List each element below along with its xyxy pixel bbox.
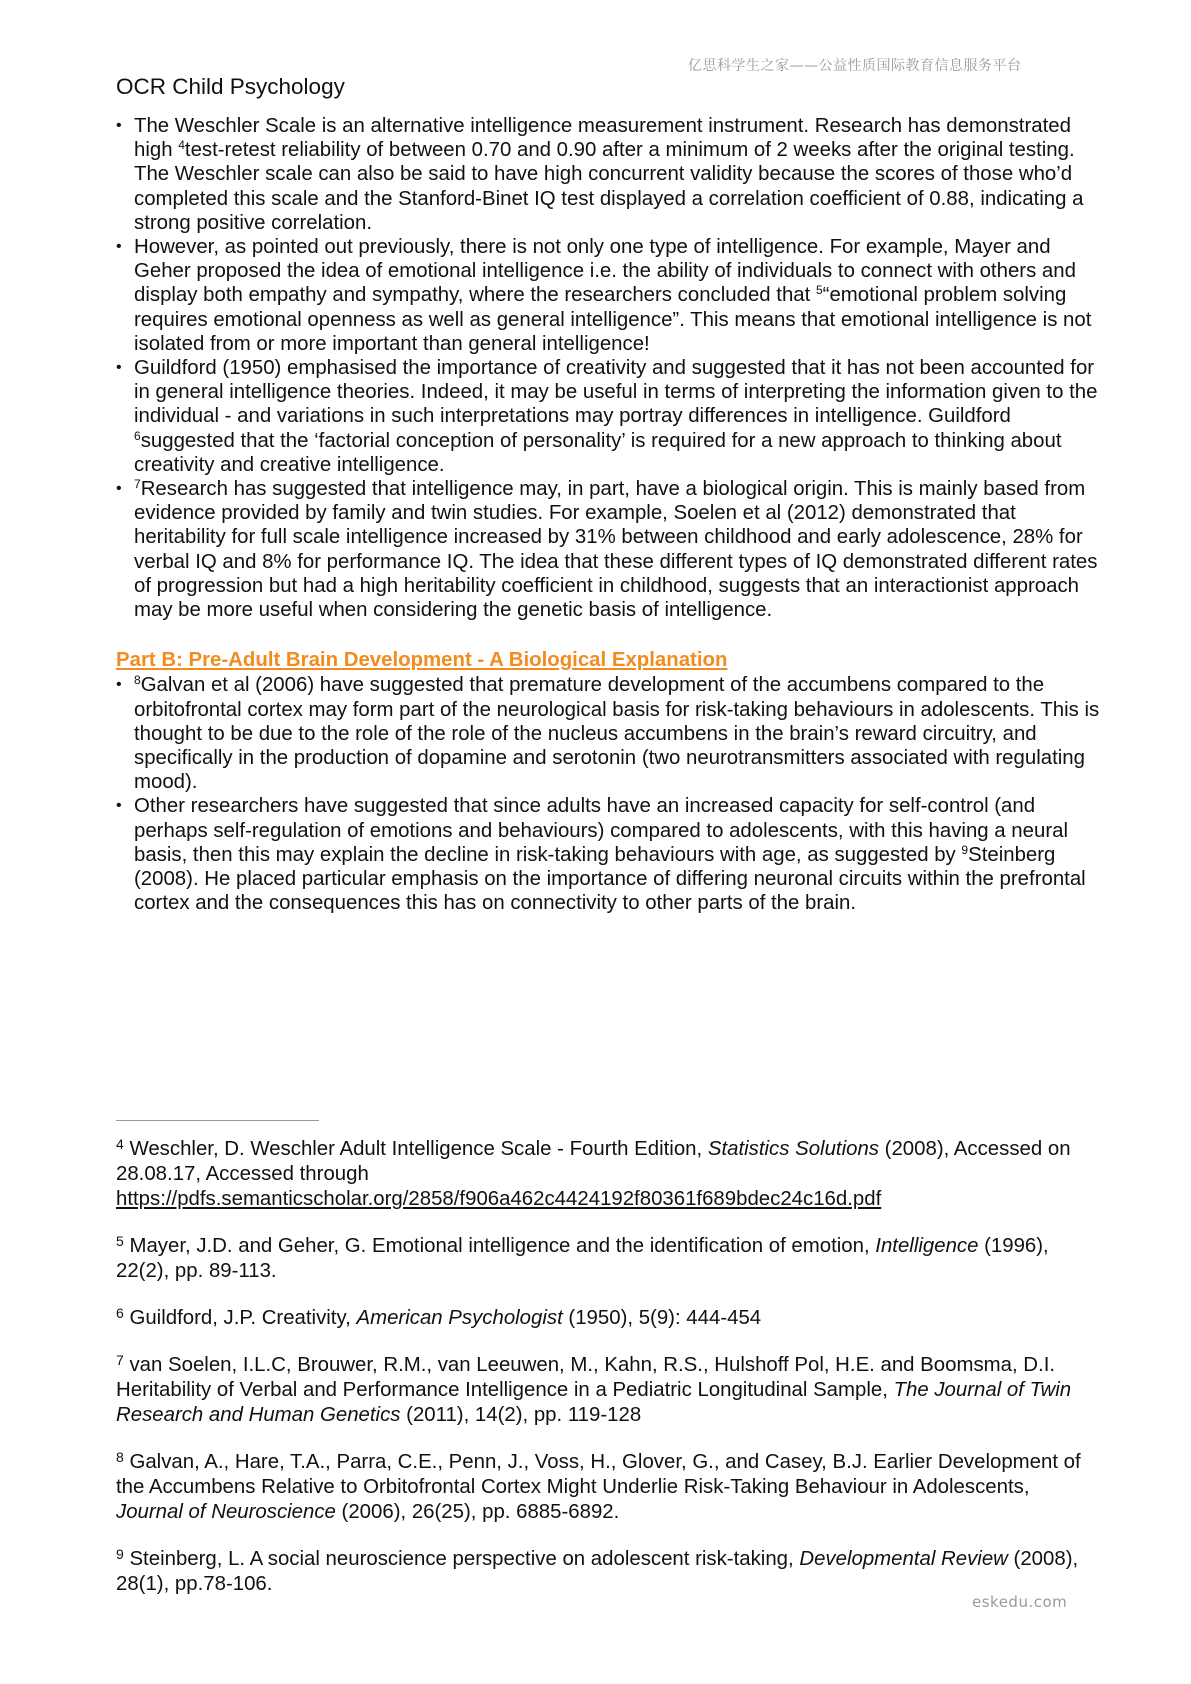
footnote-ref: 7: [134, 477, 141, 492]
footnote: $^4$ Weschler, D. Weschler Adult Intelligence Scale - Fourth Edition, Statistics Solutions (2008), Accessed on 28.08.17, Accessed through https://pdfs.semanticscholar.org/2858/f906a462c4424192f80361f689bdec24c16d.pdf: [116, 1136, 1071, 1210]
bullet-icon: •: [116, 676, 122, 694]
footnote: $^7$ van Soelen, I.L.C, Brouwer, R.M., van Leeuwen, M., Kahn, R.S., Hulshoff Pol, H.E. and Boomsma, D.I. Heritability of Verbal and Performance Intelligence in a Pediatric Longitudinal Sample, The Journal of Twin Research and Human Genetics (2011), 14(2), pp. 119-128: [116, 1352, 1072, 1426]
footnote-ref: 6: [134, 428, 141, 443]
footnote: $^8$ Galvan, A., Hare, T.A., Parra, C.E., Penn, J., Voss, H., Glover, G., and Casey, B.J. Earlier Development of the Accumbens Relative to Orbitofrontal Cortex Might Underlie Risk-Taking Behaviour in Adolescents, Journal of Neuroscience (2006), 26(25), pp. 6885-6892.: [116, 1449, 1081, 1523]
header-watermark: 亿思科学生之家——公益性质国际教育信息服务平台: [688, 58, 1022, 74]
section-heading: Part B: Pre-Adult Brain Development - A Biological Explanation: [116, 649, 728, 672]
footnote-ref: 9: [961, 842, 969, 857]
bullet-icon: •: [116, 359, 122, 377]
footnote-ref: 8: [134, 673, 141, 688]
document-title: OCR Child Psychology: [116, 74, 345, 99]
footnote-ref: 5: [815, 283, 823, 298]
footnote-ref: 4: [178, 138, 185, 153]
list-item: • $^8$Galvan et al (2006) have suggested that premature development of the accumbens compared to the orbitofrontal cortex may form part of the neurological basis for risk-taking behaviours in adolescents. This is thought to be due to the role of the role of the nucleus accumbens in the brain’s reward circuitry, and specifically in the production of dopamine and serotonin (two neurotransmitters associated with regulating mood).: [116, 673, 1100, 794]
list-item: • Other researchers have suggested that since adults have an increased capacity for self-control (and perhaps self-regulation of emotions and behaviours) compared to adolescents, with this having a neural basis, then this may explain the decline in risk-taking behaviours with age, as suggested by $^9$Steinberg (2008). He placed particular emphasis on the importance of differing neuronal circuits within the prefrontal cortex and the consequences this has on connectivity to other parts of the brain.: [116, 795, 1086, 915]
list-item: • Guildford (1950) emphasised the importance of creativity and suggested that it has not been accounted for in general intelligence theories. Indeed, it may be useful in terms of interpreting the information given to the individual - and variations in such interpretations may portray differences in intelligence. Guildford $^6$suggested that the ‘factorial conception of personality’ is required for a new approach to thinking about creativity and creative intelligence.: [116, 357, 1098, 476]
section-a-list: [116, 114, 1106, 622]
footnote: $^6$ Guildford, J.P. Creativity, American Psychologist (1950), 5(9): 444-454: [116, 1304, 762, 1329]
footnotes: [116, 1137, 1096, 1619]
section-b-list: [116, 673, 1106, 915]
footnote-link[interactable]: https://pdfs.semanticscholar.org/2858/f906a462c4424192f80361f689bdec24c16d.pdf: [116, 1187, 882, 1210]
bullet-icon: •: [116, 238, 122, 256]
footnote-divider: [116, 1120, 319, 1121]
footer-watermark: eskedu.com: [972, 1593, 1068, 1611]
bullet-icon: •: [116, 797, 122, 815]
bullet-icon: •: [116, 117, 122, 134]
footnote: $^5$ Mayer, J.D. and Geher, G. Emotional intelligence and the identification of emotion, Intelligence (1996), 22(2), pp. 89-113.: [116, 1232, 1049, 1282]
list-item: • However, as pointed out previously, there is not only one type of intelligence. For example, Mayer and Geher proposed the idea of emotional intelligence i.e. the ability of individuals to connect with others and display both empathy and sympathy, where the researchers concluded that $^5$“emotional problem solving requires emotional openness as well as general intelligence”. This means that emotional intelligence is not isolated from or more important than general intelligence!: [116, 236, 1092, 355]
list-item: • The Weschler Scale is an alternative intelligence measurement instrument. Research has demonstrated high $^4$test-retest reliability of between 0.70 and 0.90 after a minimum of 2 weeks after the original testing. The Weschler scale can also be said to have high concurrent validity because the scores of those who’d completed this scale and the Stanford-Binet IQ test displayed a correlation coefficient of 0.88, indicating a strong positive correlation.: [116, 115, 1084, 234]
main-content: [116, 114, 1106, 916]
bullet-icon: •: [116, 480, 122, 498]
footnote: $^9$ Steinberg, L. A social neuroscience perspective on adolescent risk-taking, Developmental Review (2008), 28(1), pp.78-106.: [116, 1546, 1079, 1595]
list-item: • $^7$Research has suggested that intelligence may, in part, have a biological origin. This is mainly based from evidence provided by family and twin studies. For example, Soelen et al (2012) demonstrated that heritability for full scale intelligence increased by 31% between childhood and early adolescence, 28% for verbal IQ and 8% for performance IQ. The idea that these different types of IQ demonstrated different rates of progression but had a high heritability coefficient in childhood, suggests that an interactionist approach may be more useful when considering the genetic basis of intelligence.: [116, 477, 1098, 622]
